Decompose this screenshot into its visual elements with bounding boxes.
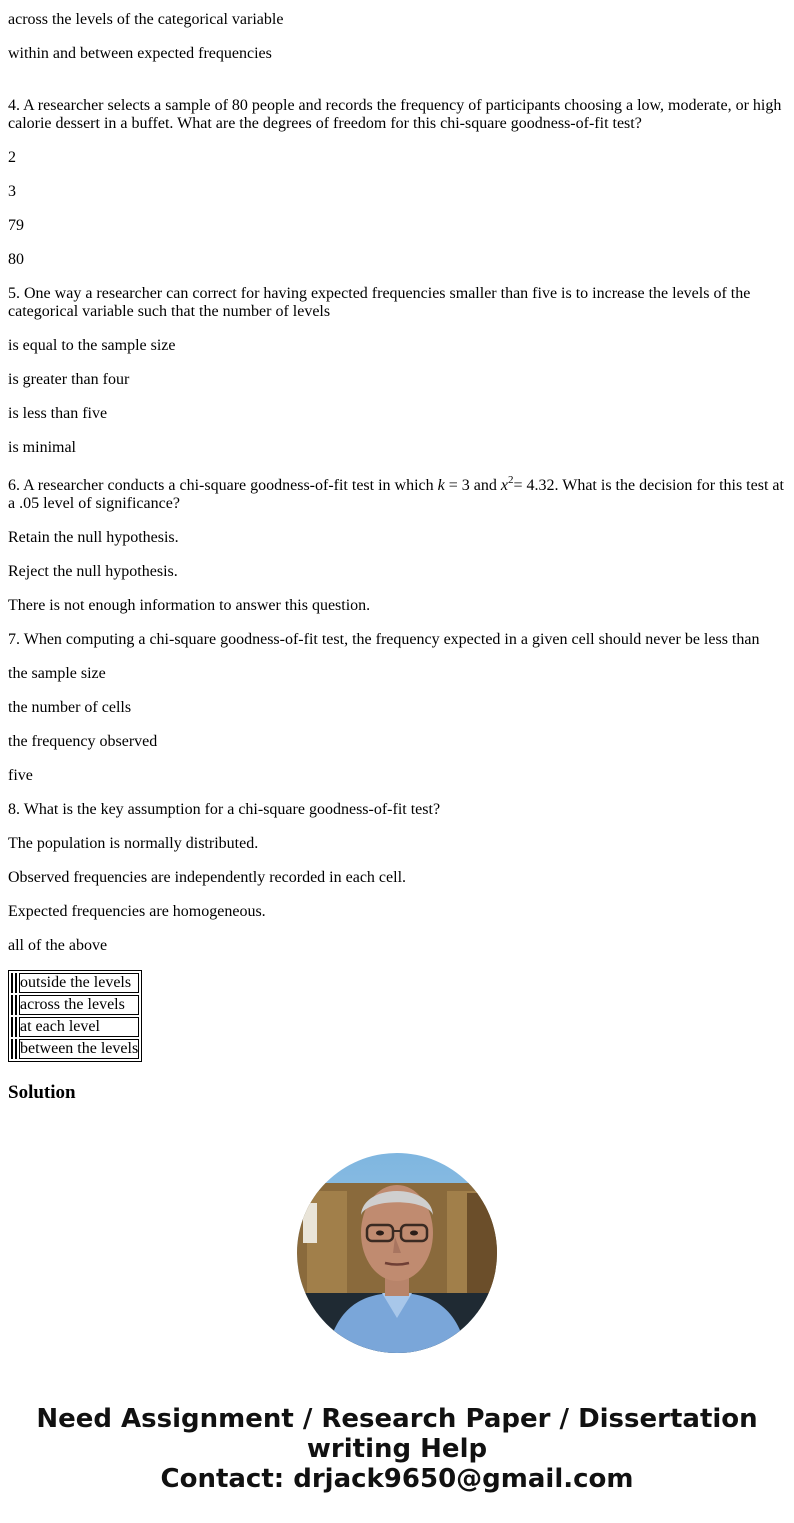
question-8: 8. What is the key assumption for a chi-square goodness-of-fit test? [8, 801, 441, 818]
lead-in-option: across the levels of the categorical variable [8, 11, 284, 28]
answer-option: 2 [8, 149, 16, 166]
answer-option: all of the above [8, 937, 108, 954]
answer-option: five [8, 767, 33, 784]
answer-option: the frequency observed [8, 733, 158, 750]
question-6-text-a: 6. A researcher conducts a chi-square goodness-of-fit test in which [8, 477, 438, 494]
answer-option: is less than five [8, 405, 108, 422]
table-cell-empty [11, 995, 13, 1015]
question-6-text-b: = 3 and [444, 477, 501, 494]
answer-option: 80 [8, 251, 24, 268]
answer-option: The population is normally distributed. [8, 835, 259, 852]
superscript-2: 2 [507, 473, 514, 486]
table-row [11, 1039, 139, 1059]
answer-option: the number of cells [8, 699, 132, 716]
promo-line-1: Need Assignment / Research Paper / Dissertation [36, 1404, 758, 1434]
portrait-image [297, 1153, 497, 1353]
table-row [11, 973, 139, 993]
table-cell-empty [15, 1017, 17, 1037]
table-cell-empty [11, 1039, 13, 1059]
table-cell: across the levels [19, 995, 139, 1015]
table-cell-empty [15, 973, 17, 993]
table-cell: at each level [19, 1017, 139, 1037]
variable-x: x [500, 477, 508, 494]
variable-k: k [437, 477, 445, 494]
answer-option: Observed frequencies are independently recorded in each cell. [8, 869, 407, 886]
table-cell-empty [15, 995, 17, 1015]
answer-option: is greater than four [8, 371, 130, 388]
table-cell-empty [11, 973, 13, 993]
question-7: 7. When computing a chi-square goodness-of-fit test, the frequency expected in a given cell should never be less than [8, 631, 760, 648]
promo-line-2: writing Help [306, 1434, 488, 1464]
promo-banner [0, 1404, 794, 1494]
document-body [8, 11, 788, 1104]
table-cell-empty [11, 1017, 13, 1037]
answer-option: 3 [8, 183, 16, 200]
answer-option: Reject the null hypothesis. [8, 563, 178, 580]
table-cell: outside the levels [19, 973, 139, 993]
answer-option: Expected frequencies are homogeneous. [8, 903, 266, 920]
solution-heading: Solution [8, 1082, 76, 1103]
table-cell-empty [15, 1039, 17, 1059]
spacer [8, 79, 788, 97]
options-table [8, 970, 142, 1062]
answer-option: Retain the null hypothesis. [8, 529, 179, 546]
table-row [11, 995, 139, 1015]
answer-option: There is not enough information to answer this question. [8, 597, 371, 614]
question-5: 5. One way a researcher can correct for having expected frequencies smaller than five is to increase the levels of the categorical variable such that the number of levels [8, 285, 751, 320]
answer-option: 79 [8, 217, 24, 234]
table-row [11, 1017, 139, 1037]
question-4: 4. A researcher selects a sample of 80 people and records the frequency of participants choosing a low, moderate, or high calorie dessert in a buffet. What are the degrees of freedom for this chi-square goodness-of-fit test? [8, 97, 782, 132]
answer-option: is equal to the sample size [8, 337, 176, 354]
avatar [297, 1153, 497, 1353]
answer-option: is minimal [8, 439, 76, 456]
lead-in-option: within and between expected frequencies [8, 45, 272, 62]
question-6-text-c: = 4.32. What is the decision for this test at a .05 level of significance? [8, 477, 784, 512]
question-6 [8, 473, 788, 513]
promo-contact: Contact: drjack9650@gmail.com [160, 1464, 634, 1494]
table-cell: between the levels [20, 1040, 139, 1057]
answer-option: the sample size [8, 665, 106, 682]
